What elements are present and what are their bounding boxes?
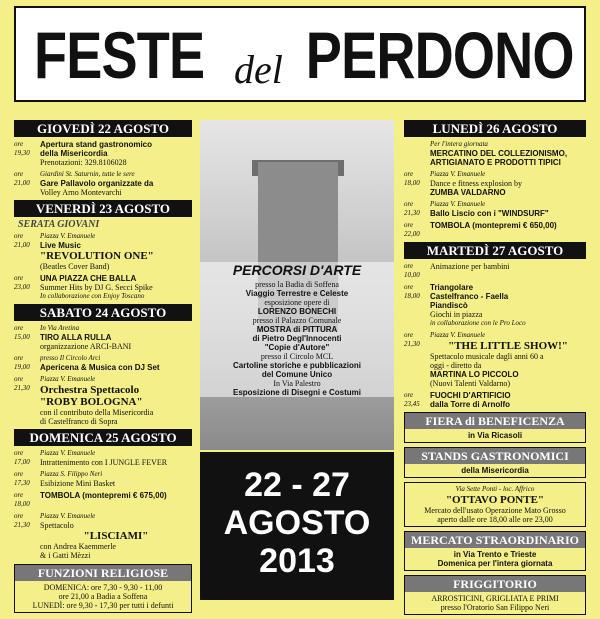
event-time bbox=[404, 140, 430, 167]
percorsi-darte-panel bbox=[200, 262, 394, 397]
percorsi-line: presso la Badia di Soffena bbox=[255, 280, 339, 289]
event-time: ore 18,00 bbox=[404, 283, 420, 300]
event-line: TOMBOLA (montepremi € 650,00) bbox=[430, 221, 557, 230]
info-box bbox=[404, 575, 586, 615]
event-line: TIRO ALLA RULLA bbox=[40, 333, 112, 342]
event-time: ore 21,30 bbox=[404, 331, 420, 348]
event-line: Intrattenimento con I JUNGLE FEVER bbox=[40, 458, 168, 467]
event-line: "THE LITTLE SHOW!" bbox=[448, 340, 568, 352]
event-description bbox=[430, 200, 586, 218]
info-box-body bbox=[405, 483, 585, 526]
event-time: ore 23,00 bbox=[14, 274, 30, 291]
event-description bbox=[430, 331, 586, 388]
percorsi-line: presso il Palazzo Comunale bbox=[252, 316, 342, 325]
right-day-header: LUNEDÌ 26 AGOSTO bbox=[404, 120, 586, 137]
event-line: In collaborazione con Enjoy Toscano bbox=[40, 292, 145, 300]
percorsi-line: In Via Palestro bbox=[273, 379, 321, 388]
left-event bbox=[14, 140, 192, 167]
event-description bbox=[430, 283, 586, 328]
event-description bbox=[40, 375, 192, 426]
event-line: Piazza V. Emanuele bbox=[430, 331, 486, 339]
event-line: con il contributo della Misericordia bbox=[40, 408, 154, 417]
info-box-line: aperto dalle ore 18,00 alle ore 23,00 bbox=[437, 515, 553, 524]
right-event bbox=[404, 170, 586, 197]
event-line: Esibizione Mini Basket bbox=[40, 479, 116, 488]
event-line: (Nuovi Talenti Valdarno) bbox=[430, 379, 511, 388]
event-dates-panel bbox=[200, 452, 394, 600]
percorsi-line: di Pietro Degl'Innocenti bbox=[252, 334, 342, 343]
percorsi-line: esposizione opere di bbox=[264, 298, 330, 307]
event-description bbox=[40, 491, 192, 509]
info-box bbox=[404, 482, 586, 527]
event-description bbox=[40, 354, 192, 372]
percorsi-lines bbox=[200, 280, 394, 397]
event-line: Giochi in piazza bbox=[430, 310, 483, 319]
left-program-column bbox=[14, 120, 192, 617]
info-box bbox=[404, 412, 586, 443]
event-line: Dance e fitness explosion by bbox=[430, 179, 522, 188]
left-day-header: VENERDÌ 23 AGOSTO bbox=[14, 200, 192, 217]
info-box-title: FRIGGITORIO bbox=[405, 576, 585, 592]
event-time: ore 21,30 bbox=[14, 375, 30, 392]
event-description bbox=[40, 232, 192, 271]
event-description bbox=[430, 221, 586, 239]
funzioni-line: DOMENICA: ore 7,30 - 9,30 - 11,00 bbox=[43, 583, 163, 592]
event-line: Gare Pallavolo organizzate da bbox=[40, 179, 154, 188]
left-day-header: GIOVEDÌ 22 AGOSTO bbox=[14, 120, 192, 137]
right-event bbox=[404, 221, 586, 239]
right-program-column bbox=[404, 120, 586, 619]
info-box-body bbox=[405, 592, 585, 614]
event-line: Piazza V. Emanuele bbox=[430, 200, 486, 208]
event-line: Apertura stand gastronomico bbox=[40, 140, 153, 149]
event-line: Piazza V. Emanuele bbox=[40, 449, 96, 457]
event-description bbox=[430, 170, 586, 197]
funzioni-religiose-box bbox=[14, 564, 192, 613]
left-event bbox=[14, 232, 192, 271]
info-box-line: in Via Trento e Trieste bbox=[453, 550, 537, 559]
info-box-body bbox=[405, 548, 585, 570]
event-time: ore 21,30 bbox=[14, 512, 30, 529]
event-line: (Beatles Cover Band) bbox=[40, 262, 110, 271]
event-time: ore 18,00 bbox=[404, 170, 420, 187]
event-line: MARTINA LO PICCOLO bbox=[430, 370, 519, 379]
event-line: in collaborazione con le Pro Loco bbox=[430, 319, 526, 327]
funzioni-line: ore 21,00 a Badia a Soffena bbox=[58, 592, 148, 601]
funzioni-body bbox=[15, 581, 191, 612]
event-description bbox=[40, 170, 192, 197]
event-description bbox=[430, 140, 586, 167]
event-description bbox=[40, 512, 192, 560]
event-line: organizzazione ARCI-BANI bbox=[40, 342, 132, 351]
event-description bbox=[40, 274, 192, 301]
left-day-subtitle: SERATA GIOVANI bbox=[18, 219, 100, 230]
event-time: ore 21,00 bbox=[14, 232, 30, 249]
event-line: Live Music bbox=[40, 241, 81, 250]
info-box-line: ARROSTICINI, GRIGLIATA E PRIMI bbox=[431, 594, 559, 603]
dates-range: 22 - 27 bbox=[244, 466, 350, 504]
event-description bbox=[40, 324, 192, 351]
event-line: MERCATINO DEL COLLEZIONISMO, bbox=[430, 149, 568, 158]
right-event bbox=[404, 283, 586, 328]
event-line: Per l'intera giornata bbox=[430, 140, 488, 148]
event-line: Castelfranco - Faella bbox=[430, 292, 509, 301]
event-line: Piazza V. Emanuele bbox=[40, 232, 96, 240]
funzioni-title: FUNZIONI RELIGIOSE bbox=[15, 565, 191, 581]
event-line: Apericena & Musica con DJ Set bbox=[40, 363, 160, 372]
event-line: con Andrea Kaemmerle bbox=[40, 542, 116, 551]
event-line: Summer Hits by DJ G. Secci Spike bbox=[40, 283, 153, 292]
event-line: Piazza V. Emanuele bbox=[430, 170, 486, 178]
dates-month: AGOSTO bbox=[223, 504, 371, 542]
info-box-line: "OTTAVO PONTE" bbox=[445, 494, 545, 506]
event-line: TOMBOLA (montepremi € 675,00) bbox=[40, 491, 167, 500]
event-line: & i Gatti Mèzzi bbox=[40, 551, 91, 560]
event-time: ore 17,30 bbox=[14, 470, 30, 487]
event-time: ore 19,00 bbox=[14, 354, 30, 371]
event-time: ore 17,00 bbox=[14, 449, 30, 466]
right-event bbox=[404, 200, 586, 218]
left-event bbox=[14, 470, 192, 488]
event-line: presso Il Circolo Arci bbox=[40, 354, 101, 362]
title-perdono: PERDONO bbox=[306, 18, 574, 92]
event-description bbox=[430, 262, 586, 280]
title-banner bbox=[14, 6, 586, 102]
info-box-body bbox=[405, 464, 585, 477]
event-line: dalla Torre di Arnolfo bbox=[430, 400, 511, 409]
event-line: di Castelfranco di Sopra bbox=[40, 417, 118, 426]
event-time: ore 22,00 bbox=[404, 221, 420, 238]
info-box-line: Domenica per l'intera giornata bbox=[437, 559, 553, 568]
event-line: Piazza V. Emanuele bbox=[40, 512, 96, 520]
event-line: Piazza V. Emanuele bbox=[40, 375, 96, 383]
percorsi-line: MOSTRA di PITTURA bbox=[256, 325, 338, 334]
percorsi-line: Cartoline storiche e pubblicazioni bbox=[232, 361, 362, 370]
event-description bbox=[40, 449, 192, 467]
info-box bbox=[404, 447, 586, 478]
info-box-line: Mercato dell'usato Operazione Mato Grosso bbox=[424, 506, 566, 515]
event-time: ore 18,00 bbox=[14, 491, 30, 508]
event-line: Spettacolo bbox=[40, 521, 74, 530]
info-box-title: MERCATO STRAORDINARIO bbox=[405, 532, 585, 548]
right-event bbox=[404, 331, 586, 388]
info-box-line: Via Sette Ponti - loc. Affrico bbox=[455, 485, 535, 493]
percorsi-line: "Copie d'Autore" bbox=[264, 343, 330, 352]
info-box-body bbox=[405, 429, 585, 442]
event-line: "LISCIAMI" bbox=[83, 530, 149, 542]
info-box-title: STANDS GASTRONOMICI bbox=[405, 448, 585, 464]
percorsi-line: del Comune Unico bbox=[261, 370, 333, 379]
event-line: Ballo Liscio con i "WINDSURF" bbox=[430, 209, 549, 218]
event-line: Triangolare bbox=[430, 283, 474, 292]
event-time: ore 19,30 bbox=[14, 140, 30, 157]
event-time: ore 10,00 bbox=[404, 262, 420, 279]
right-event bbox=[404, 262, 586, 280]
event-line: oggi - diretto da bbox=[430, 361, 482, 370]
info-box-line: presso l'Oratorio San Filippo Neri bbox=[440, 603, 550, 612]
tower-photo bbox=[200, 120, 394, 450]
percorsi-line: Esposizione di Disegni e Costumi bbox=[232, 388, 362, 397]
event-line: Volley Arno Montevarchi bbox=[40, 188, 122, 197]
percorsi-line: presso il Circolo MCL bbox=[260, 352, 334, 361]
right-event bbox=[404, 391, 586, 409]
event-line: Prenotazioni: 329.8106028 bbox=[40, 158, 127, 167]
title-feste: FESTE bbox=[34, 18, 205, 92]
left-event bbox=[14, 170, 192, 197]
event-description bbox=[40, 470, 192, 488]
left-event bbox=[14, 449, 192, 467]
funzioni-line: LUNEDÌ: ore 9,30 - 17,30 per tutti i defunti bbox=[32, 601, 174, 610]
left-event bbox=[14, 512, 192, 560]
title-del: del bbox=[234, 47, 283, 92]
left-event bbox=[14, 375, 192, 426]
event-time: ore 15,00 bbox=[14, 324, 30, 341]
event-line: ZUMBA VALDARNO bbox=[430, 188, 506, 197]
left-event bbox=[14, 274, 192, 301]
right-event bbox=[404, 140, 586, 167]
event-line: "ROBY BOLOGNA" bbox=[40, 396, 143, 408]
event-line: Spettacolo musicale dagli anni 60 a bbox=[430, 352, 544, 361]
event-time: ore 21,30 bbox=[404, 200, 420, 217]
percorsi-line: LORENZO BONECHI bbox=[257, 307, 337, 316]
info-box-line: in Via Ricasoli bbox=[467, 431, 523, 440]
event-line: ARTIGIANATO E PRODOTTI TIPICI bbox=[430, 158, 561, 167]
info-box-title: FIERA di BENEFICENZA bbox=[405, 413, 585, 429]
event-line: Giardini St. Saturnin, tutte le sere bbox=[40, 170, 135, 178]
left-event bbox=[14, 324, 192, 351]
event-line: FUOCHI D'ARTIFICIO bbox=[430, 391, 511, 400]
dates-year: 2013 bbox=[259, 542, 335, 580]
info-box bbox=[404, 531, 586, 571]
left-event bbox=[14, 491, 192, 509]
event-description bbox=[40, 140, 192, 167]
left-day-header: DOMENICA 25 AGOSTO bbox=[14, 429, 192, 446]
info-box-line: della Misericordia bbox=[461, 466, 529, 475]
right-day-header: MARTEDÌ 27 AGOSTO bbox=[404, 242, 586, 259]
event-line: "REVOLUTION ONE" bbox=[40, 250, 154, 262]
event-line: In Via Aretina bbox=[40, 324, 80, 332]
left-day-header: SABATO 24 AGOSTO bbox=[14, 304, 192, 321]
event-time: ore 23,45 bbox=[404, 391, 420, 408]
event-line: della Misericordia bbox=[40, 149, 108, 158]
percorsi-line: Viaggio Terrestre e Celeste bbox=[245, 289, 349, 298]
event-line: Piazza S. Filippo Neri bbox=[40, 470, 103, 478]
event-time: ore 21,00 bbox=[14, 170, 30, 187]
percorsi-title: PERCORSI D'ARTE bbox=[232, 262, 362, 278]
left-event bbox=[14, 354, 192, 372]
event-line: Orchestra Spettacolo bbox=[40, 384, 140, 396]
event-line: Animazione per bambini bbox=[430, 262, 510, 271]
event-description bbox=[430, 391, 586, 409]
event-line: Piandiscò bbox=[430, 301, 468, 310]
event-line: UNA PIAZZA CHE BALLA bbox=[40, 274, 137, 283]
